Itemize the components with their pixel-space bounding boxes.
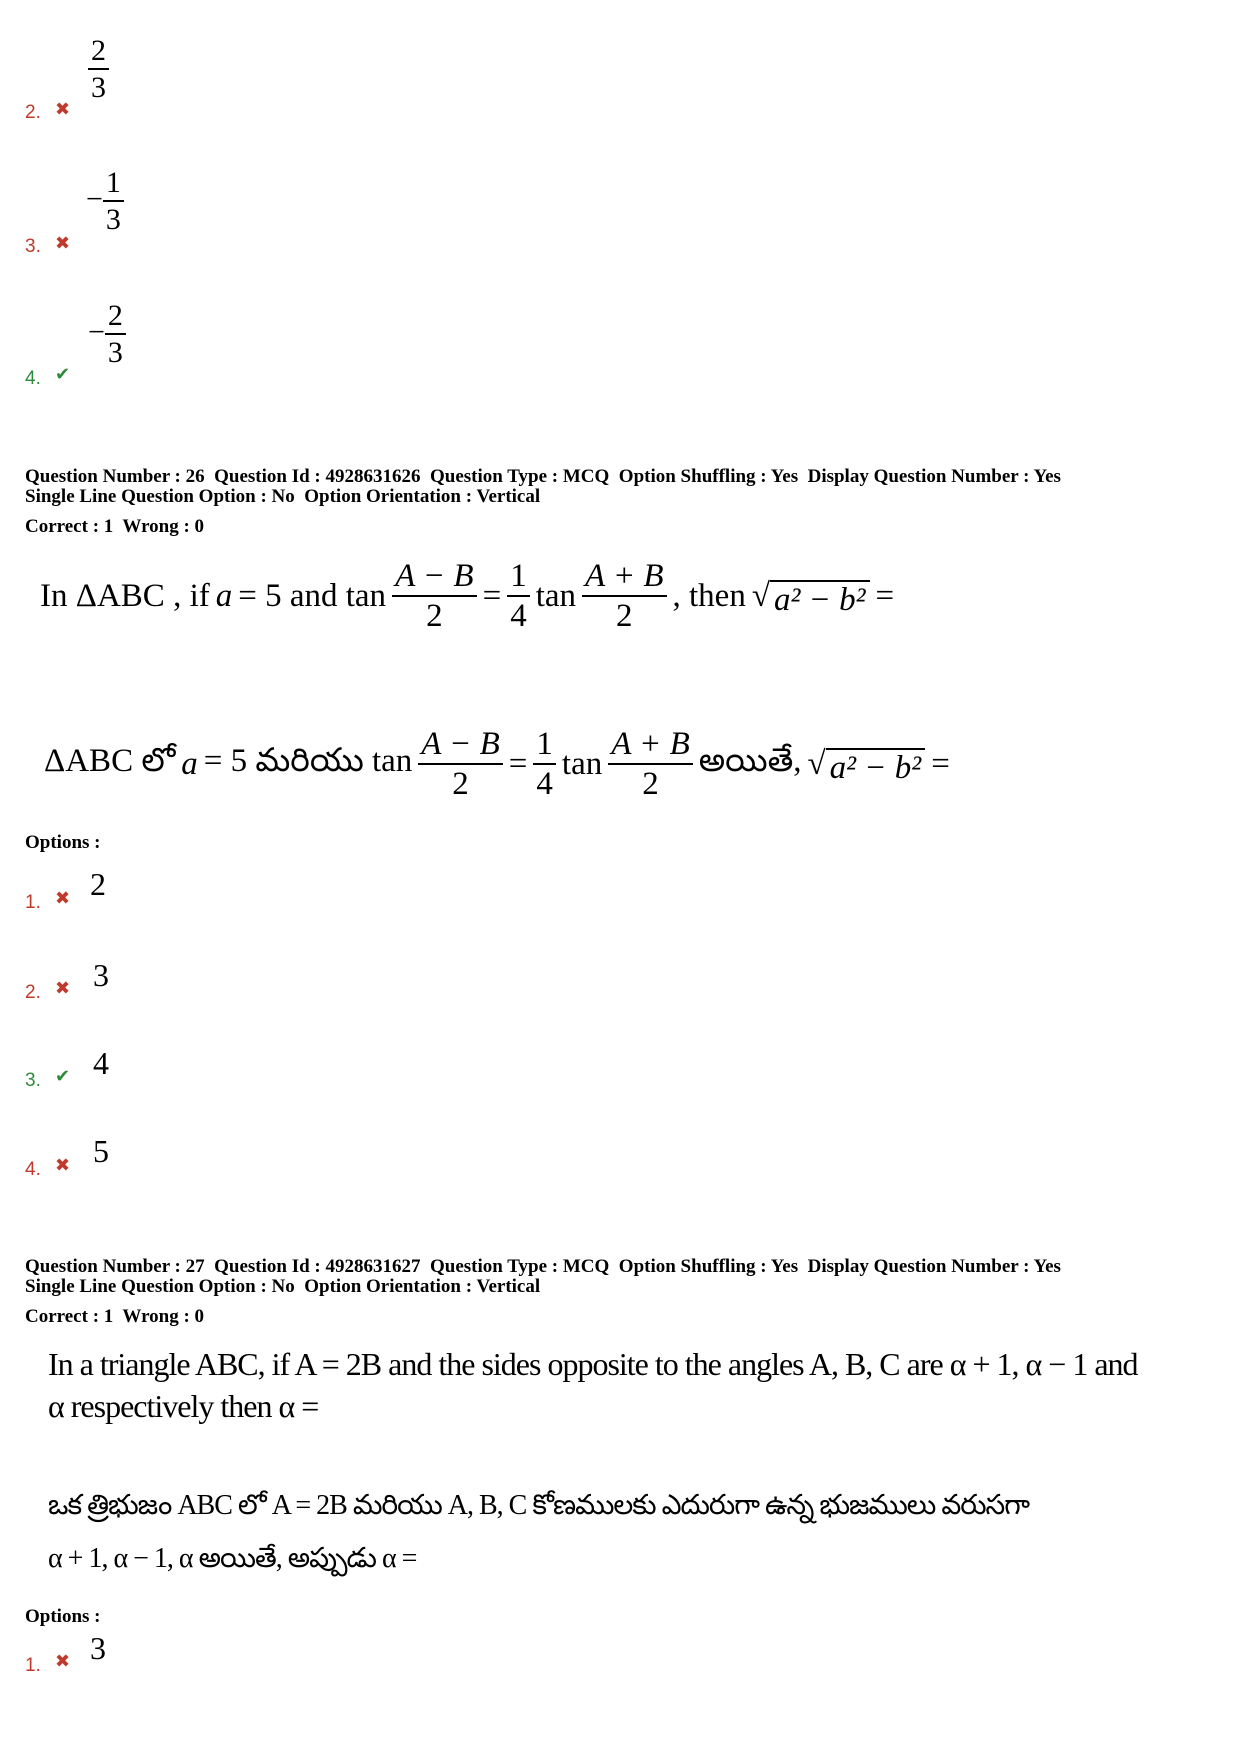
correct-icon: ✔ <box>55 364 71 385</box>
option-value: 3 <box>90 1630 106 1666</box>
option-number: 3. <box>25 1070 41 1091</box>
option-number: 3. <box>25 236 41 257</box>
option-number: 2. <box>25 102 41 123</box>
correct-icon: ✔ <box>55 1066 71 1087</box>
option-value: − $\frac{2}{3}$ <box>88 301 126 368</box>
question-text-telugu-line1: ఒక త్రిభుజం ABC లో A = 2B మరియు A, B, C కోణములకు ఎదురుగా ఉన్న భుజములు వరుసగా <box>48 1490 1029 1521</box>
option-number: 4. <box>25 368 41 389</box>
option-value: 5 <box>93 1133 109 1169</box>
wrong-icon: ✖ <box>55 1155 71 1176</box>
question-meta-2: Single Line Question Option : No Option Orientation : Vertical <box>25 1276 541 1297</box>
question-marks: Correct : 1 Wrong : 0 <box>25 1306 205 1327</box>
question-text-telugu: ΔABC లో a = 5 మరియు tan $\frac{A - B}{2}$ = $\frac{1}{4}$ tan $\frac{A + B}{2}$ అయితే, √ a² − b² = <box>44 726 950 802</box>
option-number: 2. <box>25 982 41 1003</box>
option-number: 1. <box>25 1655 41 1676</box>
option-number: 1. <box>25 892 41 913</box>
option-value: $\frac{2}{3}$ <box>88 36 109 103</box>
question-marks: Correct : 1 Wrong : 0 <box>25 516 205 537</box>
wrong-icon: ✖ <box>55 233 71 254</box>
option-number: 4. <box>25 1159 41 1180</box>
option-value: 3 <box>93 957 109 993</box>
question-text-english-line1: In a triangle ABC, if A = 2B and the sides opposite to the angles A, B, C are α + 1, α − 1 and <box>48 1346 1138 1382</box>
question-meta-2: Single Line Question Option : No Option Orientation : Vertical <box>25 486 541 507</box>
question-text-english-line2: α respectively then α = <box>48 1388 319 1424</box>
options-label: Options : <box>25 1606 101 1627</box>
wrong-icon: ✖ <box>55 99 71 120</box>
option-value: − $\frac{1}{3}$ <box>86 168 124 235</box>
question-meta: Question Number : 26 Question Id : 4928631626 Question Type : MCQ Option Shuffling : Yes Display Question Number : Yes <box>25 466 1061 487</box>
wrong-icon: ✖ <box>55 1651 71 1672</box>
question-text-english: In ΔABC , if a = 5 and tan $\frac{A - B}{2}$ = $\frac{1}{4}$ tan $\frac{A + B}{2}$ , then √ a² − b² = <box>40 558 895 634</box>
wrong-icon: ✖ <box>55 978 71 999</box>
question-text-telugu-line2: α + 1, α − 1, α అయితే, అప్పుడు α = <box>48 1543 417 1574</box>
option-value: 4 <box>93 1045 109 1081</box>
wrong-icon: ✖ <box>55 888 71 909</box>
options-label: Options : <box>25 832 101 853</box>
option-value: 2 <box>90 866 106 902</box>
question-meta: Question Number : 27 Question Id : 4928631627 Question Type : MCQ Option Shuffling : Yes Display Question Number : Yes <box>25 1256 1061 1277</box>
